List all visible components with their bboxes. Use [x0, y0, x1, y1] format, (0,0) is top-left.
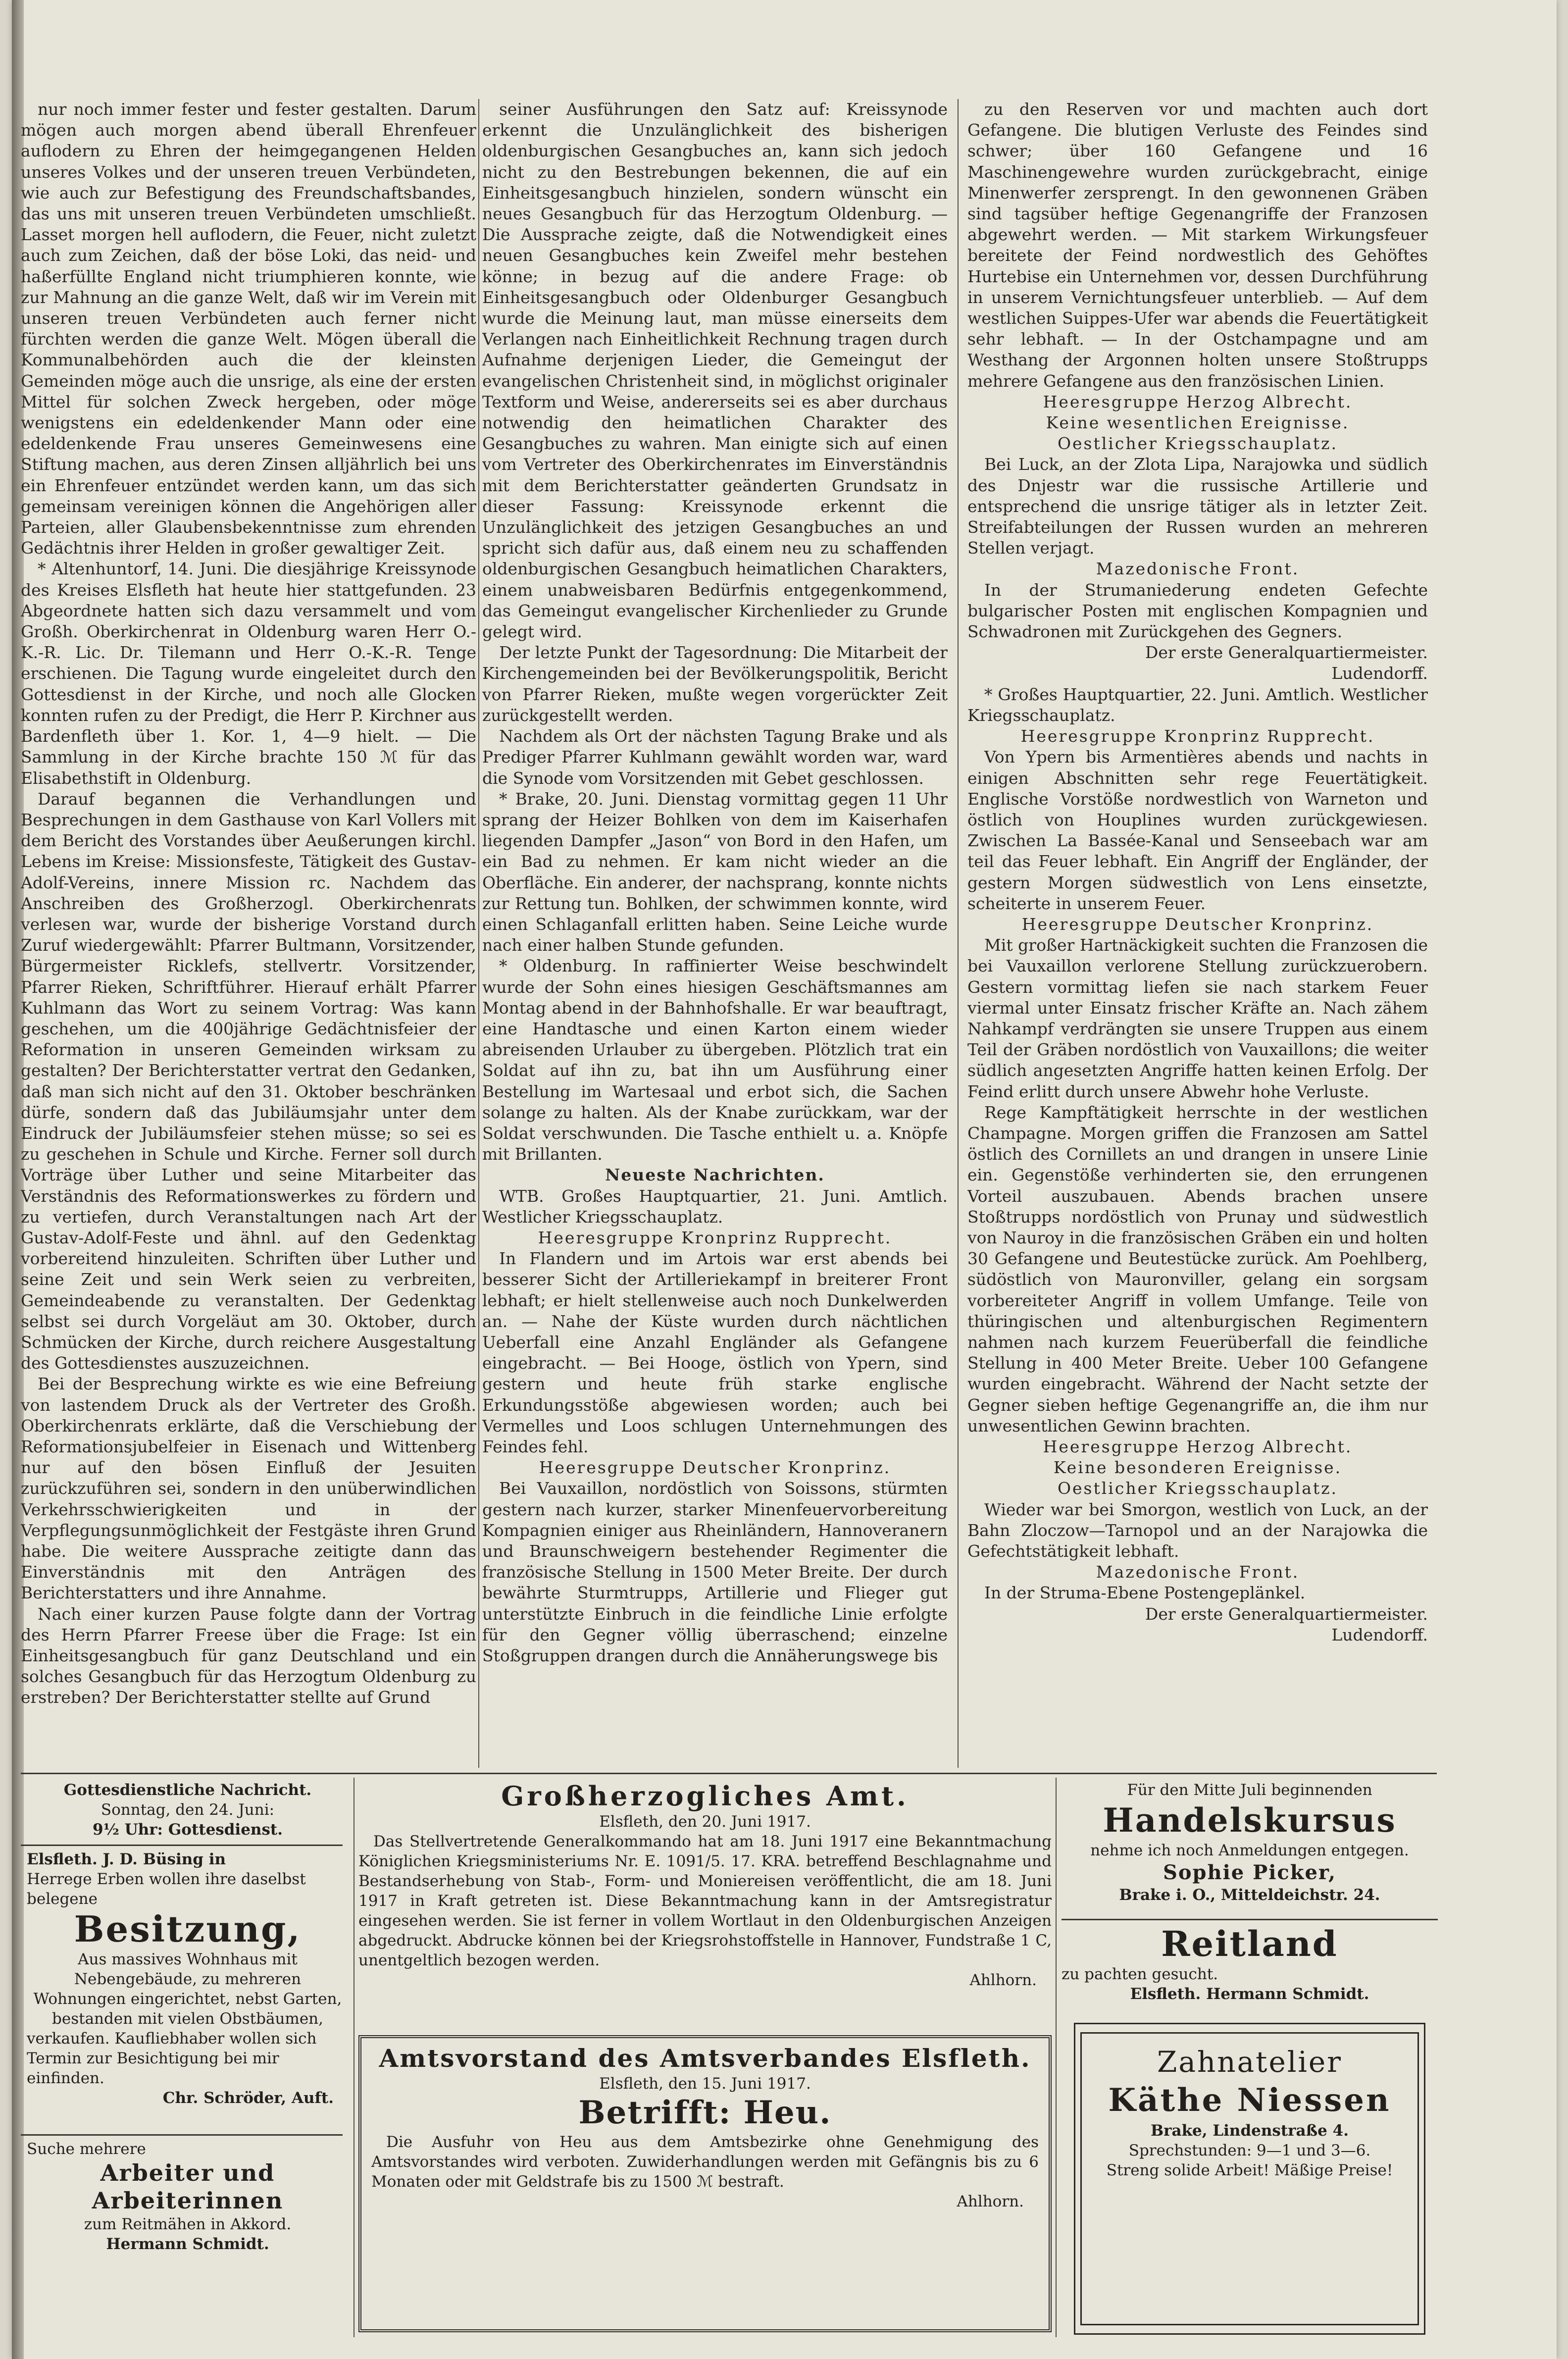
- text-column-1: [21, 99, 476, 1773]
- article-paragraph: zu den Reserven vor und machten auch dort Gefangene. Die blutigen Verluste des Feindes sind schwer; über 160 Gefangene und 16 Maschinengewehre wurden zurückgebracht, einige Minenwerfer zersprengt. In den gewonnenen Gräben sind tagsüber heftige Gegenangriffe der Franzosen abgewehrt werden. — Mit starkem Wirkungsfeuer bereitete der Feind nordwestlich des Gehöftes Hurtebise ein Unternehmen vor, dessen Durchführung in unserem Vernichtungsfeuer unterblieb. — Auf dem westlichen Suippes-Ufer war abends die Feuertätigkeit sehr lebhaft. — In der Ostchampagne und am Westhang der Argonnen holten unsere Stoßtrupps mehrere Gefangene aus den französischen Linien.: [967, 100, 1428, 391]
- ad-address: Brake i. O., Mitteldeichstr. 24.: [1119, 1886, 1380, 1904]
- ad-intro: Herrege Erben wollen ihre daselbst: [27, 1870, 306, 1888]
- notice-subject: Betrifft: Heu.: [578, 2094, 832, 2131]
- ad-signer: Elsfleth. Hermann Schmidt.: [1130, 1985, 1369, 2003]
- article-paragraph: nur noch immer fester und fester gestalten. Darum mögen auch morgen abend überall Ehrenfeuer auflodern zu Ehren der heimgegangenen Helden unseres Volkes und der unseren treuen Verbündeten, wie auch zur Befestigung des Freundschaftsbandes, das uns mit unseren treuen Verbündeten umschließt. Lasset morgen hell auflodern, die Feuer, nicht zuletzt auch zum Zeichen, daß der böse Loki, das neid- und haßerfüllte England nicht triumphieren konnte, wie zur Mahnung an die ganze Welt, daß wir im Verein mit unseren treuen Verbündeten auch ferner nicht fürchten werden die ganze Welt. Mögen überall die Kommunalbehörden auch die der kleinsten Gemeinden möge auch die unsrige, als eine der ersten Mittel für solchen Zweck hergeben, oder möge wenigstens ein edeldenkender Mann oder eine edeldenkende Frau unseres Gemeinwesens eine Stiftung machen, aus deren Zinsen alljährlich bei uns ein Ehrenfeuer entzündet werden kann, um das sich gemeinsam vereinigen können die Angehörigen aller Parteien, aller Glaubensbekenntnisse zum ehrenden Gedächtnis ihrer Helden in großer gewaltiger Zeit.: [21, 100, 476, 558]
- article-paragraph: WTB. Großes Hauptquartier, 21. Juni. Amtlich. Westlicher Kriegsschauplatz.: [482, 1186, 948, 1227]
- notice-text: Das Stellvertretende Generalkommando hat am 18. Juni 1917 eine Bekanntmachung Königlichen Kriegsministeriums Nr. E. 1091/5. 17. KRA. betreffend Beschlagnahme und Bestandserhebung von Stab-, Form- und Moniereisen veröffentlicht, die am 18. Juni 1917 in Kraft getreten ist. Diese Bekanntmachung kann in der Amtsregistratur eingesehen werden. Sie ist ferner in vollem Wortlaut in den Oldenburgischen Anzeigen abgedruckt. Abdrucke können bei der Kriegsrohstoffstelle in Hannover, Fundstraße 1 C, unentgeltlich bezogen werden.: [358, 1833, 1052, 1969]
- subheading: Heeresgruppe Deutscher Kronprinz.: [1021, 914, 1374, 934]
- article-paragraph: Nach einer kurzen Pause folgte dann der Vortrag des Herrn Pfarrer Freese über die Frage: Ist ein Einheitsgesangbuch für ganz Deutschland und ein solches Gesangbuch für das Herzogtum Oldenburg zu erstreben? Der Berichterstatter stellte auf Grund: [21, 1604, 476, 1707]
- article-paragraph: Rege Kampftätigkeit herrschte in der westlichen Champagne. Morgen griffen die Franzosen am Sattel östlich des Cornillets an und drangen in unsere Linie ein. Gegenstöße verhinderten sie, den errungenen Vorteil auszubauen. Abends brachen unsere Stoßtrupps nordöstlich von Prunay und südwestlich von Nauroy in die französischen Gräben ein und holten 30 Gefangene und Beutestücke zurück. Am Poehlberg, südöstlich von Mauronviller, gelang ein sorgsam vorbereiteter Angriff in vollem Umfange. Teile von thüringischen und altenburgischen Regimentern nahmen nach kurzem Feuerüberfall die feindliche Stellung in 400 Meter Breite. Ueber 100 Gefangene wurden eingebracht. Während der Nacht setzte der Gegner sieben heftige Gegenangriffe an, die ihm nur unwesentlichen Gewinn brachten.: [967, 1102, 1428, 1436]
- article-paragraph: Darauf begannen die Verhandlungen und Besprechungen in dem Gasthause von Karl Vollers mit dem Bericht des Vorstandes über Aeußerungen kirchl. Lebens im Kreise: Missionsfeste, Tätigkeit des Gustav-Adolf-Vereins, innere Mission rc. Nachdem das Anschreiben des Großherzogl. Oberkirchenrats verlesen war, wurde der bisherige Vorstand durch Zuruf wiedergewählt: Pfarrer Bultmann, Vorsitzender, Bürgermeister Ricklefs, stellvertr. Vorsitzender, Pfarrer Rieken, Schriftführer. Hierauf erhält Pfarrer Kuhlmann das Wort zu seinem Vortrag: Was kann geschehen, um die 400jährige Gedächtnisfeier der Reformation in unseren Gemeinden wirksam zu gestalten? Der Berichterstatter vertrat den Gedanken, daß man sich nicht auf den 31. Oktober beschränken dürfe, sondern daß das Jubiläumsjahr unter dem Eindruck der Jubiläumsfeier stehen müsse; so sei es zu geschehen in Schule und Kirche. Ferner soll durch Vorträge über Luther und seine Mitarbeiter das Verständnis des Reformationswerkes zu fördern und zu vertiefen, durch Veranstaltungen nach Art der Gustav-Adolf-Feste und ähnl. auf den Gedenktag vorbereitend hinzuleiten. Schriften über Luther und seine Zeit und sein Werk seien zu verbreiten, Gemeindeabende zu veranstalten. Der Gedenktag selbst sei durch Vorgeläut am 30. Oktober, durch Schmücken der Kirche, durch reichere Ausgestaltung des Gottesdienstes auszuzeichnen.: [21, 789, 476, 1373]
- buesing-ad: [27, 1849, 349, 2108]
- ad-lead: Suche mehrere: [27, 2140, 146, 2158]
- ad-divider: [21, 1845, 343, 1846]
- article-paragraph: In der Struma-Ebene Postengeplänkel.: [984, 1583, 1306, 1603]
- article-paragraph: Bei der Besprechung wirkte es wie eine Befreiung von lastendem Druck als der Vertreter des Großh. Oberkirchenrats erklärte, daß die Verschiebung der Reformationsjubelfeier in Eisenach und Wittenberg nur auf den bösen Einfluß der Jesuiten zurückzuführen sei, sondern in den unüberwindlichen Verkehrsschwierigkeiten und in der Verpflegungsunmöglichkeit der Festgäste ihren Grund habe. Die weitere Aussprache zeitigte dann das Einverständnis mit den Anträgen des Berichterstatters und ihre Annahme.: [21, 1374, 476, 1603]
- article-paragraph: Wieder war bei Smorgon, westlich von Luck, an der Bahn Zloczow—Tarnopol und an der Narajowka die Gefechtstätigkeit lebhaft.: [967, 1499, 1428, 1561]
- subheading: Keine besonderen Ereignisse.: [1053, 1458, 1342, 1478]
- subheading: Heeresgruppe Herzog Albrecht.: [1043, 392, 1353, 411]
- article-paragraph: Mit großer Hartnäckigkeit suchten die Franzosen die bei Vauxaillon verlorene Stellung zurückzuerobern. Gestern vormittag liefen sie nach starkem Feuer viermal unter Einsatz frischer Kräfte an. Nach zähem Nahkampf verdrängten sie unsere Truppen aus einem Teil der Gräben nordöstlich von Vauxaillons; die weiter südlich angesetzten Angriffe hatten keinen Erfolg. Der Feind erlitt durch unsere Abwehr hohe Verluste.: [967, 935, 1428, 1101]
- article-paragraph: * Großes Hauptquartier, 22. Juni. Amtlich. Westlicher Kriegsschauplatz.: [967, 684, 1428, 725]
- ads-divider: [21, 1773, 1437, 1774]
- notice-title: Großherzogliches Amt.: [501, 1780, 909, 1812]
- ad-place: Elsfleth. J. D. Büsing in: [27, 1850, 226, 1868]
- zahnatelier-ad: [1074, 2023, 1425, 2335]
- ad-address: Brake, Lindenstraße 4.: [1150, 2122, 1349, 2140]
- notice-signer: Ahlhorn.: [957, 2193, 1024, 2210]
- subheading: Heeresgruppe Kronprinz Rupprecht.: [1020, 726, 1375, 746]
- notice-time: 9½ Uhr: Gottesdienst.: [92, 1821, 283, 1839]
- text-column-3: [967, 99, 1428, 1773]
- subheading: Oestlicher Kriegsschauplatz.: [1057, 434, 1338, 454]
- ad-note: Streng solide Arbeit! Mäßige Preise!: [1106, 2161, 1393, 2179]
- ad-text: Aus massives Wohnhaus mit Nebengebäude, zu mehreren Wohnungen eingerichtet, nebst Garten, bestanden mit vielen Obstbäumen,: [33, 1950, 342, 2028]
- ad-headline: Besitzung,: [74, 1908, 302, 1950]
- ad-headline: Arbeiter und Arbeiterinnen: [92, 2159, 284, 2214]
- column-rule: [958, 99, 959, 1768]
- article-paragraph: In der Strumaniederung endeten Gefechte bulgarischer Posten mit englischen Kompagnien und Schwadronen mit Zurückgehen des Gegners.: [967, 580, 1428, 642]
- signature-line: Der erste Generalquartiermeister.: [1145, 1604, 1428, 1624]
- notice-signer: Ahlhorn.: [969, 1971, 1037, 1989]
- ad-column-rule: [1056, 1778, 1057, 2337]
- ad-name: Sophie Picker,: [1163, 1861, 1337, 1884]
- ad-signer: Hermann Schmidt.: [106, 2235, 269, 2253]
- subheading: Heeresgruppe Herzog Albrecht.: [1043, 1437, 1353, 1456]
- signature-line: Der erste Generalquartiermeister.: [1145, 643, 1428, 663]
- ad-headline: Käthe Niessen: [1108, 2082, 1391, 2119]
- text-column-2: [482, 99, 948, 1773]
- ad-text: zum Reitmähen in Akkord.: [84, 2215, 292, 2233]
- article-paragraph: Bei Luck, an der Zlota Lipa, Narajowka und südlich des Dnjestr war die russische Artillerie und entsprechend die unsrige tätiger als in letzter Zeit. Streifabteilungen der Russen wurden an mehreren Stellen verjagt.: [967, 455, 1428, 558]
- ad-headline: Reitland: [1161, 1923, 1338, 1964]
- ad-inner-frame: [1080, 2032, 1419, 2325]
- notice-text: Die Ausfuhr von Heu aus dem Amtsbezirke ohne Genehmigung des Amtsvorstandes wird verboten. Zuwiderhandlungen werden mit Gefängnis bis zu 6 Monaten oder mit Geldstrafe bis zu 1500 ℳ bestraft.: [371, 2133, 1039, 2191]
- notice-date: Sonntag, den 24. Juni:: [101, 1801, 275, 1819]
- gottesdienst-notice: [27, 1780, 349, 1840]
- ad-lead: Für den Mitte Juli beginnenden: [1127, 1781, 1372, 1799]
- ad-hours: Sprechstunden: 9—1 und 3—6.: [1128, 2142, 1371, 2159]
- signature-line: Ludendorff.: [1331, 1625, 1428, 1644]
- column-rule: [478, 99, 479, 1768]
- ad-text: nehme ich noch Anmeldungen entgegen.: [1090, 1842, 1409, 1859]
- signature-line: Ludendorff.: [1331, 664, 1428, 683]
- ad-headline: Handelskursus: [1103, 1801, 1397, 1840]
- subheading: Keine wesentlichen Ereignisse.: [1046, 413, 1350, 433]
- handelskursus-ad: [1062, 1780, 1438, 1905]
- ad-divider: [1062, 1919, 1438, 1920]
- ad-text: zu pachten gesucht.: [1062, 1965, 1218, 1983]
- arbeiter-ad: [27, 2139, 349, 2254]
- subheading: Heeresgruppe Kronprinz Rupprecht.: [538, 1228, 892, 1247]
- article-paragraph: * Altenhuntorf, 14. Juni. Die diesjährige Kreissynode des Kreises Elsfleth hat heute hier stattgefunden. 23 Abgeordnete hatten sich dazu versammelt und vom Großh. Oberkirchenrat in Oldenburg waren Herr O.-K.-R. Lic. Dr. Tilemann und Herr O.-K.-R. Tenge erschienen. Die Tagung wurde eingeleitet durch den Gottesdienst in der Kirche, und noch alle Glocken konnten rufen zu der Predigt, die Herr P. Kirchner aus Bardenfleth über 1. Kor. 1, 4—9 hielt. — Die Sammlung in der Kirche brachte 150 ℳ für das Elisabethstift in Oldenburg.: [21, 559, 476, 788]
- notice-dateline: Elsfleth, den 15. Juni 1917.: [599, 2075, 811, 2093]
- amt-notice: [358, 1780, 1052, 1990]
- subheading: Heeresgruppe Deutscher Kronprinz.: [539, 1458, 891, 1478]
- ad-intro: belegene: [27, 1890, 98, 1908]
- article-paragraph: Der letzte Punkt der Tagesordnung: Die Mitarbeit der Kirchengemeinden bei der Bevölkerungspolitik, Bericht von Pfarrer Rieken, mußte wegen vorgerückter Zeit zurückgestellt werden.: [482, 643, 948, 725]
- ad-divider: [21, 2134, 343, 2136]
- article-paragraph: Nachdem als Ort der nächsten Tagung Brake und als Prediger Pfarrer Kuhlmann gewählt worden war, ward die Synode vom Vorsitzenden mit Gebet geschlossen.: [482, 726, 948, 788]
- notice-dateline: Elsfleth, den 20. Juni 1917.: [599, 1813, 811, 1831]
- article-paragraph: * Oldenburg. In raffinierter Weise beschwindelt wurde der Sohn eines hiesigen Geschäftsmannes am Montag abend in der Bahnhofshalle. Er war beauftragt, eine Handtasche und einen Karton einem wieder abreisenden Urlauber zu übergeben. Plötzlich trat ein Soldat auf ihn zu, bat ihn um Ausführung einer Bestellung im Wartesaal und erbot sich, die Sachen solange zu halten. Als der Knabe zurückkam, war der Soldat verschwunden. Die Tasche enthielt u. a. Knöpfe mit Brillanten.: [482, 956, 948, 1164]
- article-paragraph: Von Ypern bis Armentières abends und nachts in einigen Abschnitten sehr rege Feuertätigkeit. Englische Vorstöße nordwestlich von Warneton und östlich von Houplines wurden zurückgewiesen. Zwischen La Bassée-Kanal und Senseebach war am teil das Feuer lebhaft. Ein Angriff der Engländer, der gestern Morgen südwestlich von Lens einsetzte, scheiterte in unserem Feuer.: [967, 747, 1428, 913]
- section-heading: Neueste Nachrichten.: [605, 1165, 825, 1185]
- article-paragraph: Bei Vauxaillon, nordöstlich von Soissons, stürmten gestern nach kurzer, starker Minenfeuervorbereitung Kompagnien einiger aus Rheinländern, Hannoveranern und Braunschweigern bestehender Regimenter die französische Stellung in 1500 Meter Breite. Der durch bewährte Sturmtrupps, Artillerie und Flieger gut unterstützte Einbruch in die feindliche Linie erfolgte für den Gegner völlig überraschend; einzelne Stoßgruppen drangen durch die Annäherungswege bis: [482, 1479, 948, 1666]
- amtsvorstand-notice: [358, 2035, 1052, 2332]
- article-paragraph: * Brake, 20. Juni. Dienstag vormittag gegen 11 Uhr sprang der Heizer Bohlken von dem im Kaiserhafen liegenden Dampfer „Jason“ von Bord in den Hafen, um ein Bad zu nehmen. Er kam nicht wieder an die Oberfläche. Ein anderer, der nachsprang, konnte nichts zur Rettung tun. Bohlken, der schwimmen konnte, wird einen Schlaganfall erlitten haben. Seine Leiche wurde nach einer halben Stunde gefunden.: [482, 789, 948, 955]
- subheading: Oestlicher Kriegsschauplatz.: [1057, 1479, 1338, 1498]
- article-paragraph: seiner Ausführungen den Satz auf: Kreissynode erkennt die Unzulänglichkeit des bisherigen oldenburgischen Gesangbuches an, kann sich jedoch nicht zu den Bestrebungen bekennen, die auf ein Einheitsgesangbuch hinzielen, sondern wünscht ein neues Gesangbuch für das Herzogtum Oldenburg. — Die Aussprache zeigte, daß die Notwendigkeit eines neuen Gesangbuches kein Zweifel mehr bestehen könne; in bezug auf die andere Frage: ob Einheitsgesangbuch oder Oldenburger Gesangbuch wurde die Meinung laut, man müsse einerseits dem Verlangen nach Einheitlichkeit Rechnung tragen durch Aufnahme derjenigen Lieder, die Gemeingut der evangelischen Christenheit sind, in möglichst originaler Textform und Weise, andererseits sei es aber durchaus notwendig den heimatlichen Charakter des Gesangbuches zu wahren. Man einigte sich auf einen vom Vertreter des Oberkirchenrates im Einverständnis mit dem Berichterstatter geänderten Grundsatz in dieser Fassung: Kreissynode erkennt die Unzulänglichkeit des jetzigen Gesangbuches an und spricht sich dafür aus, daß einem neu zu schaffenden oldenburgischen Gesangbuch heimatlichen Charakters, einem unabweisbaren Bedürfnis entgegenkommend, das Gemeingut evangelischer Kirchenlieder zu Grunde gelegt wird.: [482, 100, 948, 642]
- subheading: Mazedonische Front.: [1096, 559, 1300, 579]
- newspaper-page: [12, 0, 1557, 2359]
- ad-title: Zahnatelier: [1157, 2045, 1342, 2079]
- subheading: Mazedonische Front.: [1096, 1562, 1300, 1582]
- notice-title: Gottesdienstliche Nachricht.: [63, 1781, 312, 1799]
- notice-title: Amtsvorstand des Amtsverbandes Elsfleth.: [379, 2044, 1031, 2073]
- ad-signer: Chr. Schröder, Auft.: [162, 2089, 334, 2107]
- reitland-ad: [1062, 1924, 1438, 2004]
- article-paragraph: In Flandern und im Artois war erst abends bei besserer Sicht der Artilleriekampf in breiterer Front lebhaft; er hielt stellenweise auch noch Dunkelwerden an. — Nahe der Küste wurden durch nächtlichen Ueberfall eine Anzahl Engländer als Gefangene eingebracht. — Bei Hooge, östlich von Ypern, sind gestern und heute früh starke englische Erkundungsstöße abgewiesen worden; auch bei Vermelles und Loos schlugen Unternehmungen des Feindes fehl.: [482, 1249, 948, 1456]
- ad-text: verkaufen. Kaufliebhaber wollen sich Termin zur Besichtigung bei mir einfinden.: [27, 2030, 317, 2087]
